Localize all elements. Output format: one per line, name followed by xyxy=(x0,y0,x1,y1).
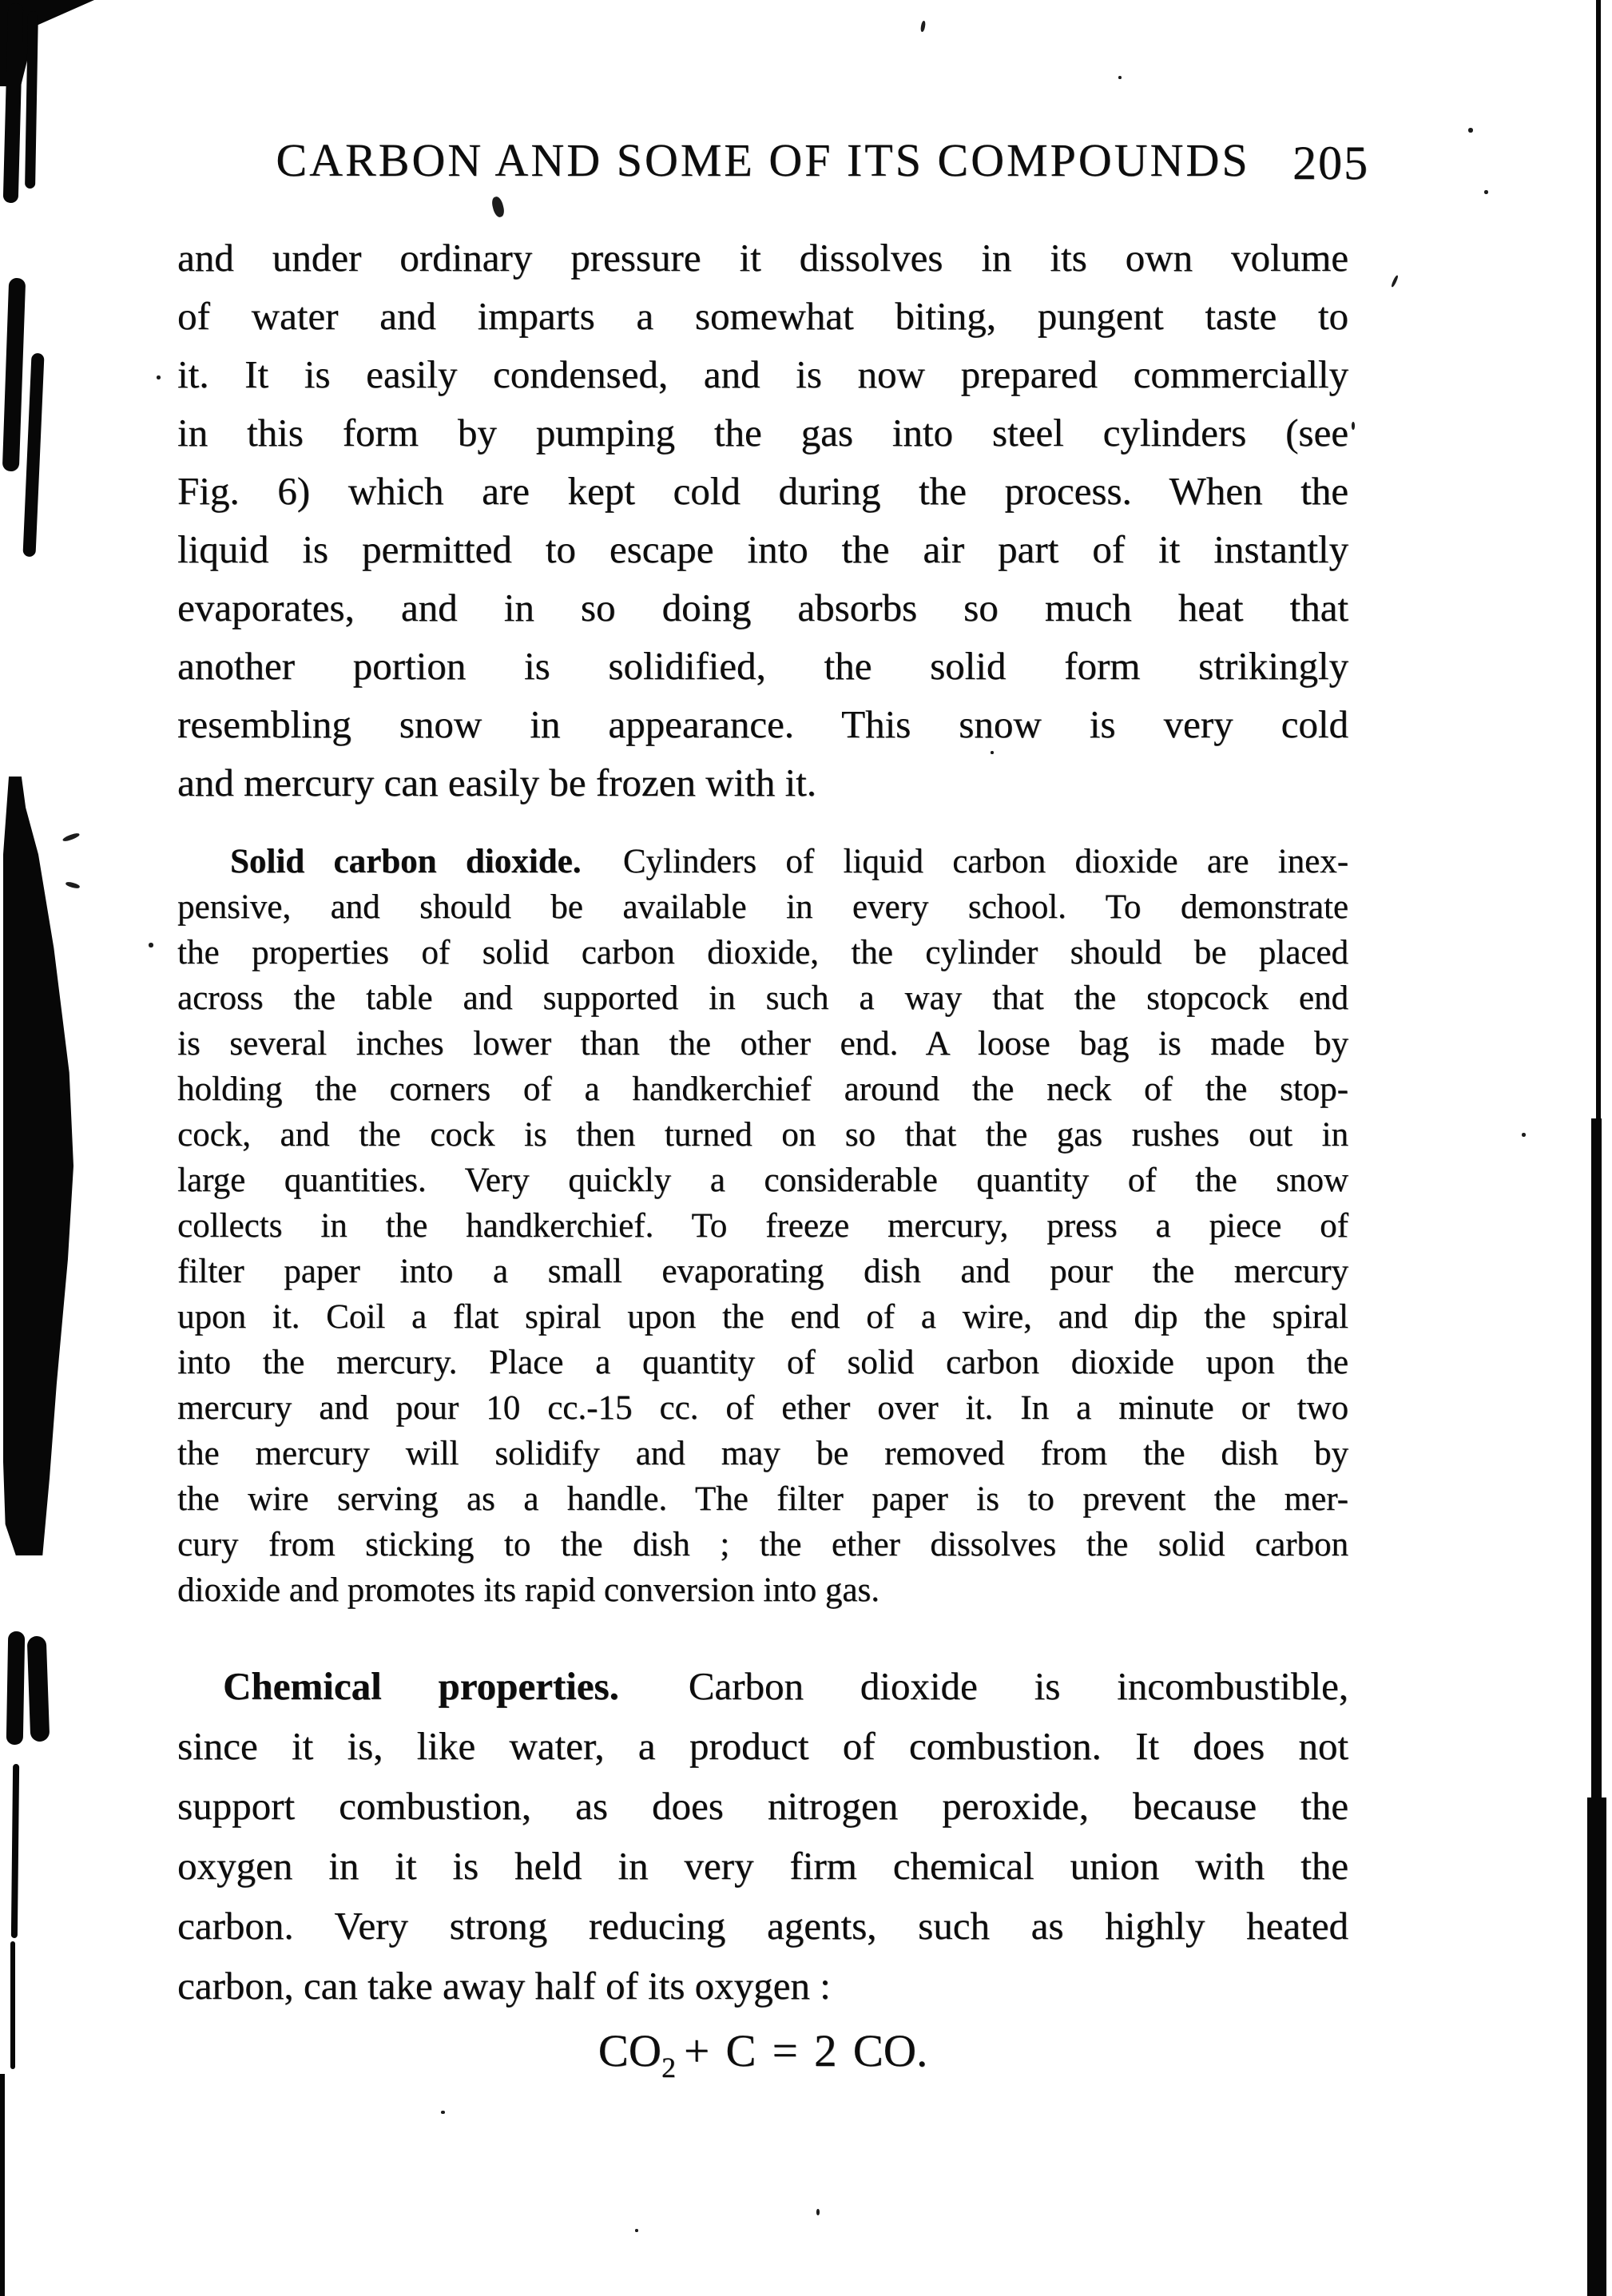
ink-blot xyxy=(3,777,73,1555)
ink-blot xyxy=(25,11,38,189)
ink-blot xyxy=(27,1636,50,1742)
text-line: resembling snow in appearance. This snow is very cold xyxy=(177,702,1348,746)
ink-speck xyxy=(490,196,506,218)
ink-speck xyxy=(1484,190,1488,194)
text-line: into the mercury. Place a quantity of solid carbon dioxide upon the xyxy=(177,1344,1348,1381)
text-line: evaporates, and in so doing absorbs so much heat that xyxy=(177,586,1348,630)
page-header xyxy=(177,134,1369,189)
ink-speck xyxy=(1522,1133,1526,1137)
text-line: large quantities. Very quickly a considerable quantity of the snow xyxy=(177,1162,1348,1199)
text-line: filter paper into a small evaporating dish and pour the mercury xyxy=(177,1253,1348,1290)
paragraph-text: Carbon dioxide is incombustible, xyxy=(688,1664,1349,1708)
paragraph-chemical-properties xyxy=(177,1656,1348,2016)
ink-speck xyxy=(441,2111,445,2114)
paragraph-text: Cylinders of liquid carbon dioxide are inex- xyxy=(622,843,1349,880)
text-line: oxygen in it is held in very firm chemical union with the xyxy=(177,1844,1348,1888)
ink-blot xyxy=(6,1631,25,1745)
paragraph-lines xyxy=(177,1716,1348,2016)
text-line: Fig. 6) which are kept cold during the process. When the xyxy=(177,469,1348,513)
page-number: 205 xyxy=(1292,137,1369,189)
paragraph-lines xyxy=(177,884,1348,1613)
text-line: in this form by pumping the gas into steel cylinders (see xyxy=(177,411,1348,455)
text-line: mercury and pour 10 cc.-15 cc. of ether over it. In a minute or two xyxy=(177,1389,1348,1427)
text-line: carbon. Very strong reducing agents, such as highly heated xyxy=(177,1904,1348,1948)
ink-blot xyxy=(0,2074,5,2296)
chemical-equation xyxy=(177,2026,1348,2093)
text-line: dioxide and promotes its rapid conversion into gas. xyxy=(177,1571,879,1609)
chapter-title: CARBON AND SOME OF ITS COMPOUNDS xyxy=(276,134,1250,186)
paragraph-solid-co2 xyxy=(177,839,1348,1613)
ink-speck xyxy=(991,751,994,754)
text-line: across the table and supported in such a way that the stopcock end xyxy=(177,979,1348,1017)
equation-subscript: 2 xyxy=(661,2052,676,2083)
ink-blot xyxy=(2,278,26,472)
ink-speck xyxy=(1352,422,1355,430)
ink-speck xyxy=(1391,275,1399,288)
ink-blot xyxy=(22,353,44,557)
paragraph-lead: Chemical properties. xyxy=(223,1664,619,1708)
text-line: support combustion, as does nitrogen peroxide, because the xyxy=(177,1784,1348,1828)
text-line: and mercury can easily be frozen with it. xyxy=(177,761,817,804)
ink-speck xyxy=(816,2209,820,2215)
text-line: is several inches lower than the other end. A loose bag is made by xyxy=(177,1025,1348,1063)
text-line: of water and imparts a somewhat biting, pungent taste to xyxy=(177,294,1348,338)
text-line: upon it. Coil a flat spiral upon the end of a wire, and dip the spiral xyxy=(177,1298,1348,1336)
paragraph-lines xyxy=(177,228,1348,812)
text-line: another portion is solidified, the solid form strikingly xyxy=(177,644,1348,688)
ink-speck xyxy=(66,881,81,889)
ink-blot xyxy=(10,1941,15,2069)
text-line: pensive, and should be available in every school. To demonstrate xyxy=(177,888,1348,926)
ink-speck xyxy=(920,21,926,33)
text-line: it. It is easily condensed, and is now prepared commercially xyxy=(177,352,1348,396)
text-line: carbon, can take away half of its oxygen : xyxy=(177,1964,831,2008)
ink-speck xyxy=(149,943,153,947)
text-line: cock, and the cock is then turned on so that the gas rushes out in xyxy=(177,1116,1348,1154)
page-edge-shadow xyxy=(1587,1797,1606,2296)
ink-speck xyxy=(62,832,81,842)
text-line: the properties of solid carbon dioxide, the cylinder should be placed xyxy=(177,934,1348,971)
text-line: cury from sticking to the dish ; the ether dissolves the solid carbon xyxy=(177,1526,1348,1563)
text-line: the mercury will solidify and may be removed from the dish by xyxy=(177,1435,1348,1472)
text-line xyxy=(177,839,1348,884)
ink-blot xyxy=(11,1764,19,1938)
text-line: since it is, like water, a product of combustion. It does not xyxy=(177,1724,1348,1768)
text-line: and under ordinary pressure it dissolves in its own volume xyxy=(177,236,1348,280)
ink-speck xyxy=(1118,76,1122,79)
paragraph-lead: Solid carbon dioxide. xyxy=(230,843,582,880)
text-line: holding the corners of a handkerchief around the neck of the stop- xyxy=(177,1071,1348,1108)
ink-speck xyxy=(157,375,161,379)
text-line xyxy=(177,1656,1348,1716)
equation-rest: + C = 2 CO. xyxy=(683,2026,928,2076)
ink-speck xyxy=(635,2229,638,2232)
ink-speck xyxy=(1468,128,1473,133)
text-line: the wire serving as a handle. The filter paper is to prevent the mer- xyxy=(177,1480,1348,1518)
text-line: collects in the handkerchief. To freeze mercury, press a piece of xyxy=(177,1207,1348,1245)
equation-base: CO xyxy=(598,2026,661,2076)
text-line: liquid is permitted to escape into the air part of it instantly xyxy=(177,527,1348,571)
paragraph-liquid-co2 xyxy=(177,228,1348,812)
